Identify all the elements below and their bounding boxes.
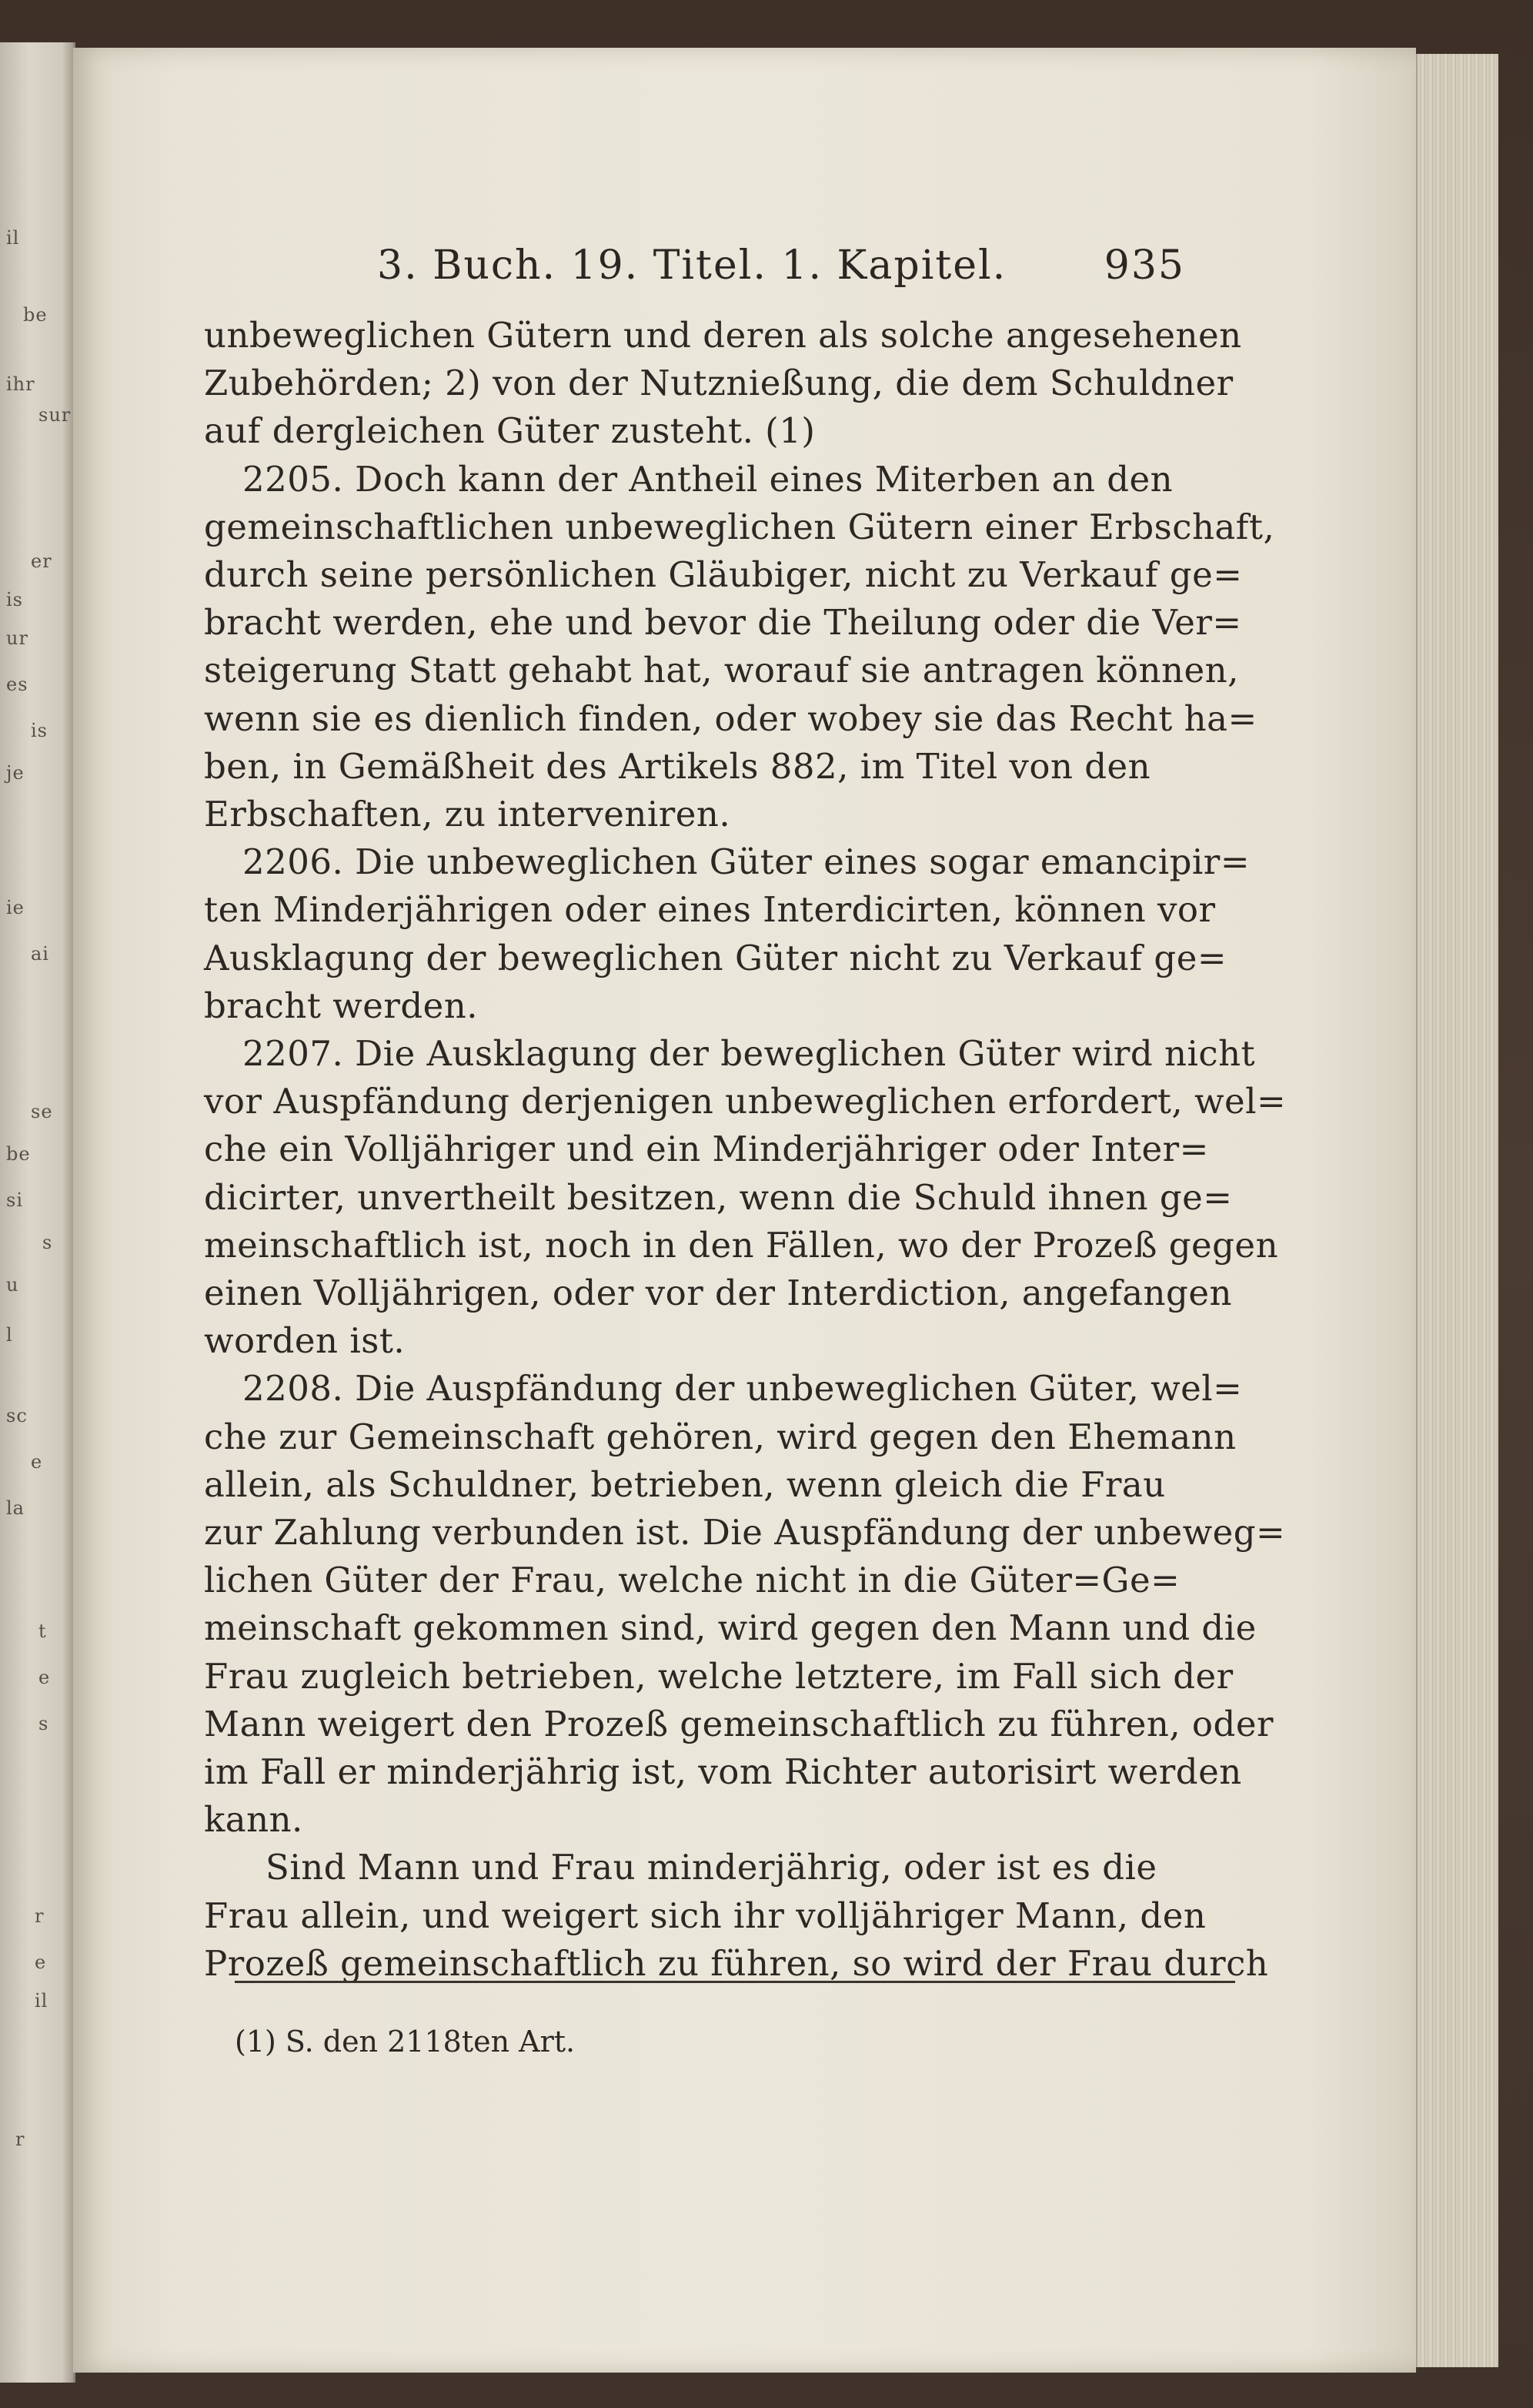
left-page-fragment: sur [38, 404, 72, 426]
left-page-fragment: l [6, 1324, 13, 1346]
left-page-fragment: e [38, 1667, 51, 1688]
left-page-fragment: r [15, 2129, 25, 2150]
footnote-rule [235, 1981, 1235, 1983]
running-header [377, 242, 1185, 289]
text-line: Frau zugleich betrieben, welche letztere, im Fall sich der [204, 1655, 1234, 1697]
text-line: Zubehörden; 2) von der Nutznießung, die dem Schuldner [204, 363, 1234, 404]
text-line: ben, in Gemäßheit des Artikels 882, im Titel von den [204, 745, 1151, 787]
left-page-fragment: ur [6, 627, 28, 649]
left-page-fragment: ai [31, 943, 49, 965]
text-line: im Fall er minderjährig ist, vom Richter autorisirt werden [204, 1751, 1242, 1792]
text-line: 2206. Die unbeweglichen Güter eines sogar emancipir= [242, 841, 1251, 883]
left-page-fragment: be [23, 304, 48, 326]
text-line: unbeweglichen Gütern und deren als solche angesehenen [204, 315, 1242, 356]
left-page-fragment: se [31, 1101, 53, 1122]
left-page-fragment: ie [6, 897, 25, 918]
left-page-fragment: ihr [6, 373, 35, 395]
text-line: bracht werden, ehe und bevor die Theilung oder die Ver= [204, 602, 1242, 644]
left-page-fragment: la [6, 1497, 25, 1519]
text-line: dicirter, unvertheilt besitzen, wenn die Schuld ihnen ge= [204, 1176, 1233, 1218]
text-line: meinschaftlich ist, noch in den Fällen, wo der Prozeß gegen [204, 1224, 1279, 1266]
text-line: Erbschaften, zu interveniren. [204, 794, 731, 834]
left-page-fragment: sc [6, 1405, 28, 1426]
text-line: steigerung Statt gehabt hat, worauf sie antragen können, [204, 650, 1239, 691]
left-page-fragment: s [38, 1713, 49, 1734]
text-line: Prozeß gemeinschaftlich zu führen, so wird der Frau durch [204, 1942, 1269, 1984]
text-line: Mann weigert den Prozeß gemeinschaftlich zu führen, oder [204, 1703, 1274, 1744]
text-line: worden ist. [204, 1320, 406, 1362]
text-line: allein, als Schuldner, betrieben, wenn gleich die Frau [204, 1463, 1166, 1505]
text-line: 2207. Die Ausklagung der beweglichen Güter wird nicht [242, 1033, 1256, 1074]
left-page-fragment: e [35, 1951, 47, 1973]
text-line: lichen Güter der Frau, welche nicht in die Güter=Ge= [204, 1560, 1181, 1601]
left-page-fragment: u [6, 1274, 19, 1296]
text-line: che ein Volljähriger und ein Minderjähriger oder Inter= [204, 1129, 1209, 1170]
running-title: 3. Buch. 19. Titel. 1. Kapitel. [377, 242, 1007, 289]
text-line: zur Zahlung verbunden ist. Die Auspfändung der unbeweg= [204, 1512, 1286, 1553]
left-page-fragment: e [31, 1451, 43, 1473]
left-page-fragment: il [6, 227, 20, 249]
left-page-fragment: be [6, 1143, 31, 1165]
text-line: durch seine persönlichen Gläubiger, nicht zu Verkauf ge= [204, 554, 1243, 595]
footnote: (1) S. den 2118ten Art. [235, 2025, 576, 2059]
text-line: auf dergleichen Güter zusteht. (1) [204, 410, 816, 452]
left-page-fragment: si [6, 1189, 23, 1211]
text-line: Frau allein, und weigert sich ihr volljähriger Mann, den [204, 1895, 1207, 1936]
page-number: 935 [1104, 242, 1185, 289]
text-line: che zur Gemeinschaft gehören, wird gegen den Ehemann [204, 1416, 1237, 1457]
text-line: meinschaft gekommen sind, wird gegen den Mann und die [204, 1607, 1257, 1649]
left-page-fragment: r [35, 1905, 45, 1927]
left-page-fragment: er [31, 550, 52, 572]
left-page-fragment: is [6, 589, 23, 610]
left-page-fragment: t [38, 1620, 47, 1642]
text-line: bracht werden. [204, 985, 479, 1026]
left-page-fragment: s [42, 1232, 53, 1253]
left-page-edge [0, 42, 75, 2383]
text-line: wenn sie es dienlich finden, oder wobey sie das Recht ha= [204, 697, 1257, 739]
text-line: Sind Mann und Frau minderjährig, oder ist es die [266, 1847, 1157, 1888]
text-line: Ausklagung der beweglichen Güter nicht zu Verkauf ge= [204, 937, 1227, 978]
text-line: 2205. Doch kann der Antheil eines Miterben an den [242, 458, 1174, 500]
left-page-fragment: il [35, 1990, 48, 2012]
text-line: vor Auspfändung derjenigen unbeweglichen erfordert, wel= [204, 1081, 1287, 1122]
left-page-fragment: is [31, 720, 48, 741]
left-page-fragment: je [6, 762, 25, 784]
text-line: gemeinschaftlichen unbeweglichen Gütern einer Erbschaft, [204, 506, 1275, 547]
text-line: einen Volljährigen, oder vor der Interdiction, angefangen [204, 1273, 1232, 1313]
text-line: 2208. Die Auspfändung der unbeweglichen Güter, wel= [242, 1368, 1243, 1410]
left-page-fragment: es [6, 674, 28, 695]
text-line: kann. [204, 1799, 303, 1841]
page-edges [1416, 54, 1498, 2367]
text-line: ten Minderjährigen oder eines Interdicirten, können vor [204, 889, 1216, 931]
